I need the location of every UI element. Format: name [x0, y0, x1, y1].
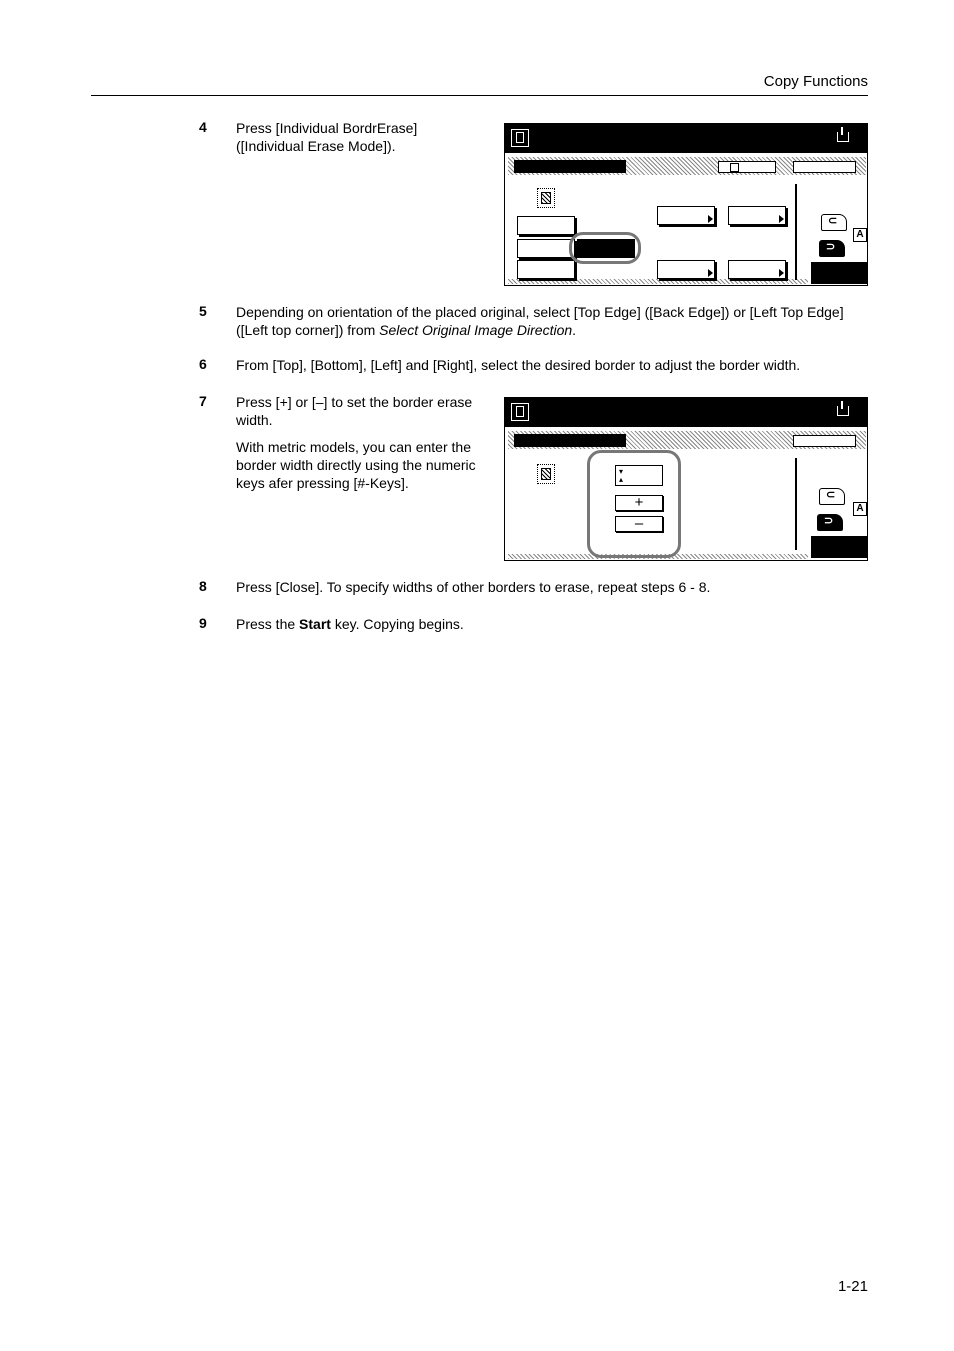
highlight-individual-erase	[569, 232, 641, 264]
step-8-number: 8	[199, 578, 207, 594]
confirm-button[interactable]	[811, 536, 868, 558]
border-preview-icon	[537, 464, 555, 484]
step-9-text-a: Press the	[236, 616, 300, 632]
page-header-title: Copy Functions	[763, 73, 868, 90]
right-edge-button[interactable]	[728, 260, 786, 279]
document-icon	[511, 403, 529, 421]
shortcut-button[interactable]	[718, 161, 776, 173]
step-6-number: 6	[199, 356, 207, 372]
divider-line	[795, 458, 797, 550]
active-tab	[514, 160, 626, 173]
step-8-text: Press [Close]. To specify widths of other borders to erase, repeat steps 6 - 8.	[236, 579, 711, 595]
step-4-text: Press [Individual BordrErase] ([Individual Erase Mode]).	[236, 120, 418, 154]
arrow-icon	[708, 215, 713, 223]
mode-button-book[interactable]	[517, 260, 575, 279]
shortcut-arrow-icon	[730, 163, 739, 172]
orientation-glyph: ⊃	[824, 515, 834, 527]
top-edge-orientation-icon[interactable]	[819, 212, 853, 232]
step-7-number: 7	[199, 393, 207, 409]
bottom-edge-button[interactable]	[728, 206, 786, 225]
mode-button-off[interactable]	[517, 216, 575, 235]
page-number: 1-21	[837, 1278, 868, 1295]
close-button[interactable]	[793, 161, 856, 173]
close-button[interactable]	[793, 435, 856, 447]
minus-button[interactable]: –	[615, 516, 663, 532]
step-9-start-key: Start	[299, 616, 331, 632]
confirm-button[interactable]	[811, 262, 868, 284]
step-5-text-italic: Select Original Image Direction	[379, 322, 573, 338]
arrow-icon	[779, 269, 784, 277]
screen-border-width	[504, 397, 868, 561]
screen-individual-erase	[504, 123, 868, 286]
divider-line	[795, 184, 797, 280]
plus-button[interactable]: +	[615, 495, 663, 511]
orientation-glyph: ⊂	[828, 215, 838, 227]
step-9-number: 9	[199, 615, 207, 631]
active-tab	[514, 434, 626, 447]
power-icon	[837, 406, 849, 416]
step-5-text-a: Depending on orientation of the placed original, select [Top Edge] ([Back Edge]) or [Left Top Edge] ([Left top corner]) from	[236, 304, 844, 338]
step-9-text-end: key. Copying begins.	[330, 616, 464, 632]
left-top-edge-orientation-icon[interactable]	[815, 512, 849, 532]
step-4-number: 4	[199, 119, 207, 135]
screen-title-bar	[505, 124, 867, 153]
top-edge-button[interactable]	[657, 206, 715, 225]
step-7-text: Press [+] or [–] to set the border erase width.	[236, 394, 473, 428]
orientation-letter-icon: A	[853, 228, 867, 242]
step-9-text	[236, 615, 868, 633]
step-6-text: From [Top], [Bottom], [Left] and [Right], select the desired border to adjust the border width.	[236, 357, 801, 373]
left-edge-button[interactable]	[657, 260, 715, 279]
top-edge-orientation-icon[interactable]	[817, 486, 851, 506]
header-rule	[91, 95, 868, 96]
mode-button-border[interactable]	[517, 239, 575, 258]
power-icon	[837, 132, 849, 142]
original-preview-icon	[537, 188, 555, 208]
width-arrows-icon: ▾ ▴	[619, 467, 624, 484]
orientation-letter-icon: A	[853, 502, 867, 516]
step-7-note: With metric models, you can enter the border width directly using the numeric keys afer pressing [#-Keys].	[236, 439, 476, 491]
step-5-text-end: .	[572, 322, 577, 338]
screen-title-bar	[505, 398, 867, 427]
left-top-edge-orientation-icon[interactable]	[817, 238, 851, 258]
orientation-glyph: ⊃	[826, 241, 836, 253]
arrow-icon	[779, 215, 784, 223]
step-5-text	[236, 303, 868, 339]
hatched-bottom	[508, 279, 808, 284]
step-5-number: 5	[199, 303, 207, 319]
document-icon	[511, 129, 529, 147]
arrow-icon	[708, 269, 713, 277]
orientation-glyph: ⊂	[826, 489, 836, 501]
highlight-plus-minus	[587, 450, 681, 558]
